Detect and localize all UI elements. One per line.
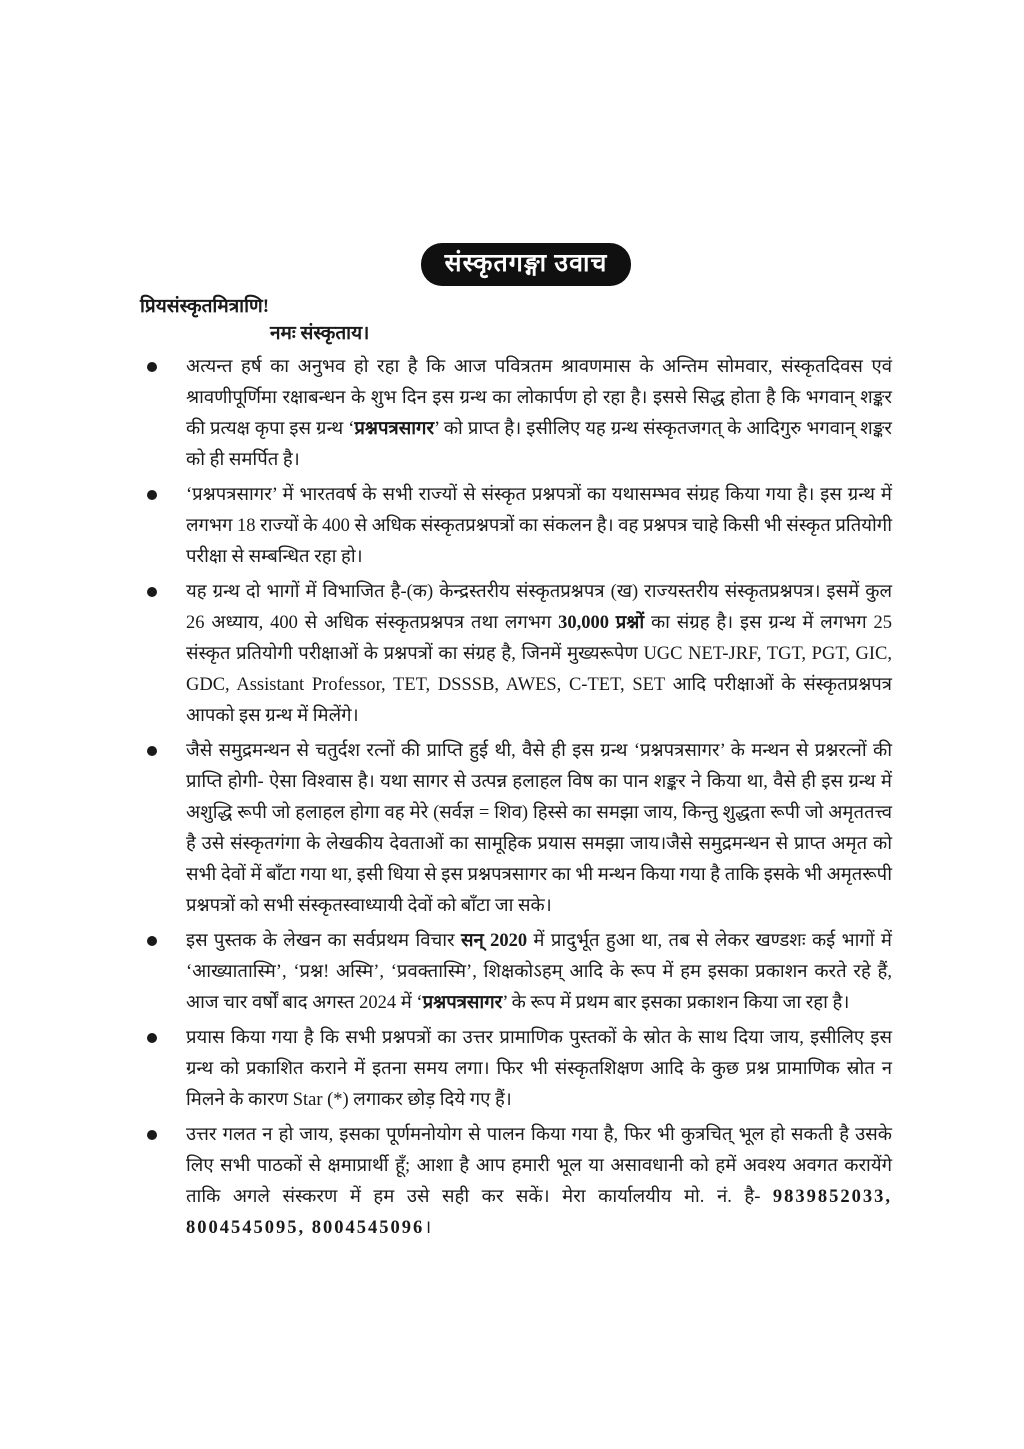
list-item	[140, 480, 892, 573]
paragraph-segment: प्रयास किया गया है कि सभी प्रश्नपत्रों का उत्तर प्रामाणिक पुस्तकों के स्रोत के साथ दिया जाय, इसीलिए इस ग्रन्थ को प्रकाशित कराने में इतना समय लगा। फिर भी संस्कृतशिक्षण आदि के कुछ प्रश्न प्रामाणिक स्रोत न मिलने के कारण Star (*) लगाकर छोड़ दिये गए हैं।	[186, 1028, 892, 1110]
list-item	[140, 1120, 892, 1244]
bullet-icon	[147, 490, 157, 500]
bullet-icon	[147, 362, 157, 372]
bullet-icon	[147, 1130, 157, 1140]
paragraph-segment: में प्रादुर्भूत हुआ था, तब से लेकर खण्डशः कई भागों में ‘आख्यातास्मि’, ‘प्रश्न! अस्मि’, ‘प्रवक्तास्मि’, शिक्षकोऽहम् आदि के रूप में हम इसका प्रकाशन करते रहे हैं, आज चार वर्षों बाद अगस्त 2024 में ‘	[186, 931, 892, 1013]
page	[140, 0, 892, 1248]
paragraph-segment: 9839852033, 8004545095, 8004545096	[186, 1187, 892, 1238]
bullet-icon	[147, 936, 157, 946]
paragraph-segment: उत्तर गलत न हो जाय, इसका पूर्णमनोयोग से पालन किया गया है, फिर भी कुत्रचित् भूल हो सकती है उसके लिए सभी पाठकों से क्षमाप्रार्थी हूँ; आशा है आप हमारी भूल या असावधानी को हमें अवश्य अवगत करायेंगे ताकि अगले संस्करण में हम उसे सही कर सकें। मेरा कार्यालयीय मो. नं. है-	[186, 1125, 892, 1207]
paragraph-segment: 30,000 प्रश्नों	[558, 613, 645, 633]
page-title: संस्कृतगङ्गा उवाच	[421, 243, 632, 286]
list-item	[140, 577, 892, 732]
list-item	[140, 926, 892, 1019]
paragraph-segment: अत्यन्त हर्ष का अनुभव हो रहा है कि आज पवित्रतम श्रावणमास के अन्तिम सोमवार, संस्कृतदिवस एवं श्रावणीपूर्णिमा रक्षाबन्धन के शुभ दिन इस ग्रन्थ का लोकार्पण हो रहा है। इससे सिद्ध होता है कि भगवान् शङ्कर की प्रत्यक्ष कृपा इस ग्रन्थ ‘	[186, 357, 892, 439]
paragraph-segment: ।	[424, 1218, 432, 1238]
bullet-list	[140, 352, 892, 1244]
paragraph-segment: जैसे समुद्रमन्थन से चतुर्दश रत्नों की प्राप्ति हुई थी, वैसे ही इस ग्रन्थ ‘प्रश्नपत्रसागर’ के मन्थन से प्रश्नरत्नों की प्राप्ति होगी- ऐसा विश्वास है। यथा सागर से उत्पन्न हलाहल विष का पान शङ्कर ने किया था, वैसे ही इस ग्रन्थ में अशुद्धि रूपी जो हलाहल होगा वह मेरे (सर्वज्ञ = शिव) हिस्से का समझा जाय, किन्तु शुद्धता रूपी जो अमृततत्त्व है उसे संस्कृतगंगा के लेखकीय देवताओं का सामूहिक प्रयास समझा जाय।जैसे समुद्रमन्थन से प्राप्त अमृत को सभी देवों में बाँटा गया था, इसी धिया से इस प्रश्नपत्रसागर का भी मन्थन किया गया है ताकि इसके भी अमृतरूपी प्रश्नपत्रों को सभी संस्कृतस्वाध्यायी देवों को बाँटा जा सके।	[186, 741, 892, 916]
paragraph-segment: यह ग्रन्थ दो भागों में विभाजित है-(क) केन्द्रस्तरीय संस्कृतप्रश्नपत्र (ख) राज्यस्तरीय संस्कृतप्रश्नपत्र। इसमें कुल 26 अध्याय, 400 से अधिक संस्कृतप्रश्नपत्र तथा लगभग	[186, 582, 892, 633]
salutation-line: प्रियसंस्कृतमित्राणि!	[140, 296, 270, 317]
list-item	[140, 352, 892, 476]
bullet-icon	[147, 1033, 157, 1043]
bullet-icon	[147, 746, 157, 756]
paragraph-segment: इस पुस्तक के लेखन का सर्वप्रथम विचार	[186, 931, 461, 951]
bullet-icon	[147, 587, 157, 597]
paragraph-segment: ’ के रूप में प्रथम बार इसका प्रकाशन किया जा रहा है।	[502, 993, 850, 1013]
paragraph-segment: ’ को प्राप्त है। इसीलिए यह ग्रन्थ संस्कृतजगत् के आदिगुरु भगवान् शङ्कर को ही समर्पित है।	[186, 419, 892, 470]
paragraph-segment: का संग्रह है। इस ग्रन्थ में लगभग 25 संस्कृत प्रतियोगी परीक्षाओं के प्रश्नपत्रों का संग्रह है, जिनमें मुख्यरूपेण UGC NET-JRF, TGT, PGT, GIC, GDC, Assistant Professor, TET, DSSSB, AWES, C-TET, SET आदि परीक्षाओं के संस्कृतप्रश्नपत्र आपको इस ग्रन्थ में मिलेंगे।	[186, 613, 892, 726]
title-row	[140, 243, 892, 286]
list-item	[140, 736, 892, 922]
list-item	[140, 1023, 892, 1116]
paragraph-segment: प्रश्नपत्रसागर	[354, 419, 435, 439]
paragraph-segment: सन् 2020	[460, 931, 528, 951]
paragraph-segment: ‘प्रश्नपत्रसागर’ में भारतवर्ष के सभी राज्यों से संस्कृत प्रश्नपत्रों का यथासम्भव संग्रह किया गया है। इस ग्रन्थ में लगभग 18 राज्यों के 400 से अधिक संस्कृतप्रश्नपत्रों का संकलन है। वह प्रश्नपत्र चाहे किसी भी संस्कृत प्रतियोगी परीक्षा से सम्बन्धित रहा हो।	[186, 485, 892, 567]
paragraph-segment: प्रश्नपत्रसागर	[422, 993, 503, 1013]
invocation-line: नमः संस्कृताय।	[270, 323, 370, 344]
